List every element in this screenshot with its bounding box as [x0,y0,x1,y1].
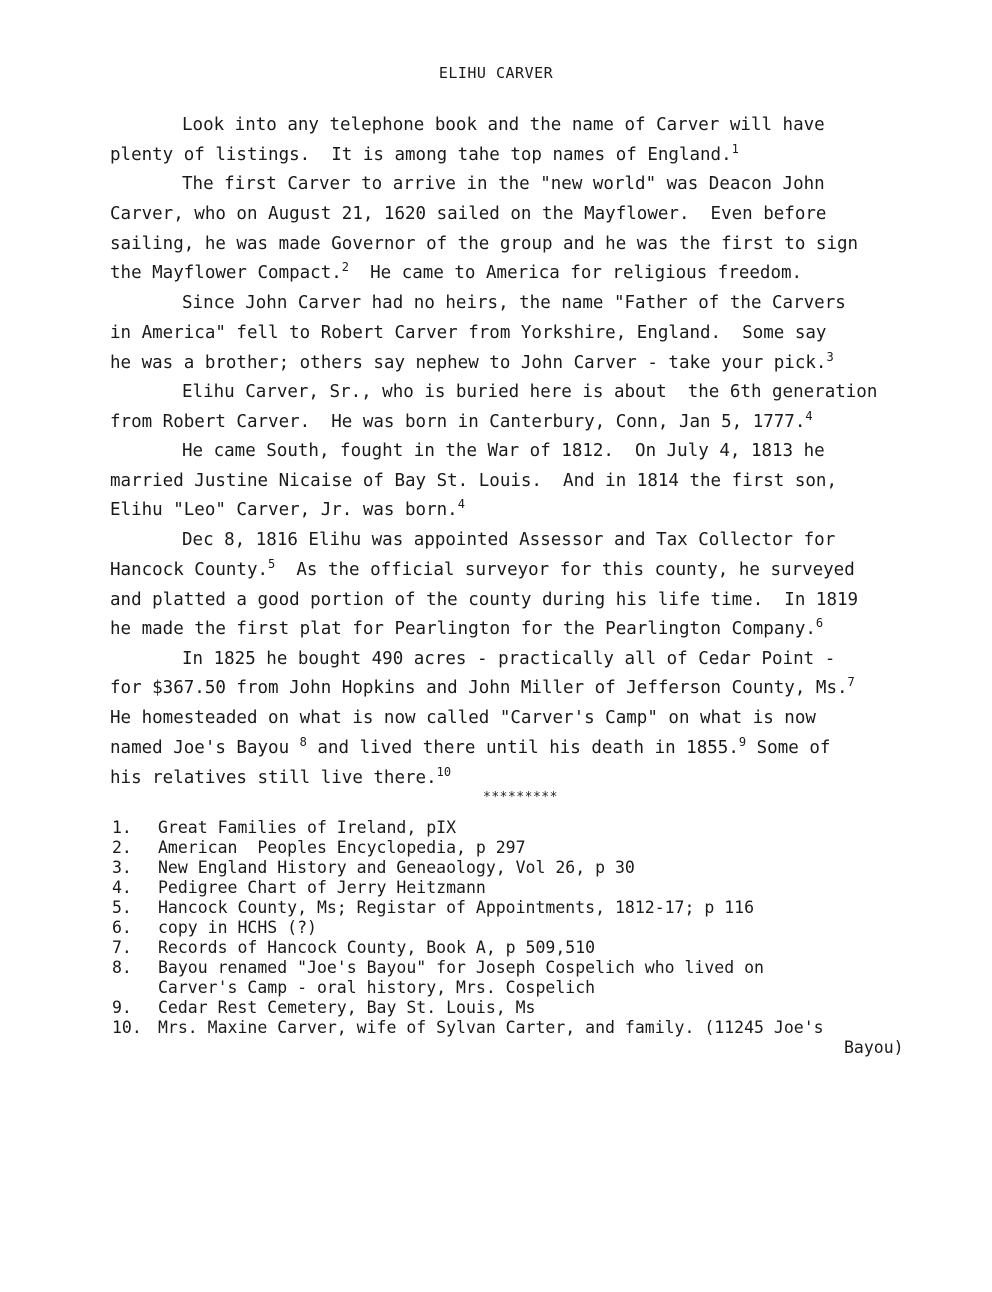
body-line [182,529,835,551]
footnote-ref: 4 [457,497,465,511]
footnote-number: 2. [112,838,132,857]
body-line [182,381,877,403]
footnote-item [112,858,635,878]
body-line [110,233,858,255]
footnote-item [112,898,754,918]
body-line-text: Elihu Carver, Sr., who is buried here is about the 6th generation [182,382,878,402]
footnote-ref: 9 [738,735,747,749]
body-line [182,114,825,136]
body-line-text: He homesteaded on what is now called "Carver's Camp" on what is now [110,708,816,728]
body-line-text: Dec 8, 1816 Elihu was appointed Assessor and Tax Collector for [182,530,836,550]
footnote-ref: 8 [299,735,307,749]
footnote-continuation: Carver's Camp - oral history, Mrs. Cospelich [158,978,596,997]
footnote-ref: 4 [805,409,813,423]
footnote-number: 9. [112,998,132,1017]
body-line [110,677,855,699]
body-line-text: Look into any telephone book and the name of Carver will have [182,115,825,135]
footnote-ref: 5 [268,557,276,571]
body-line-text: named Joe's Bayou [110,738,300,758]
body-line-text: in America" fell to Robert Carver from Yorkshire, England. Some say [110,323,827,343]
footnote-ref: 7 [847,675,855,689]
footnote-ref: 1 [731,142,739,156]
footnote-continuation: Bayou) [844,1038,904,1057]
body-line-text: he made the first plat for Pearlington for the Pearlington Company. [110,619,816,639]
footnote-item [112,938,595,958]
footnote-ref: 6 [815,616,824,630]
footnote-ref: 10 [436,765,452,779]
body-line-text: Since John Carver had no heirs, the name "Father of the Carvers [182,293,846,313]
body-line [110,203,826,225]
footnote-number: 4. [112,878,132,897]
footnote-text: Mrs. Maxine Carver, wife of Sylvan Carter, and family. (11245 Joe's [158,1018,824,1037]
body-line [110,707,816,729]
body-line-text: for $367.50 from John Hopkins and John Miller of Jefferson County, Ms. [110,678,848,698]
footnote-text: Bayou renamed "Joe's Bayou" for Joseph Cospelich who lived on [158,958,764,977]
footnote-item [112,998,536,1018]
body-line [110,470,837,492]
footnote-text: Great Families of Ireland, pIX [158,818,457,837]
body-line [110,144,739,166]
footnote-item [112,878,486,898]
body-line [110,411,813,433]
body-line-text: and platted a good portion of the county during his life time. In 1819 [110,590,859,610]
page-title: ELIHU CARVER [438,64,554,82]
body-line [110,767,451,789]
body-line [182,292,846,314]
footnote-text: Pedigree Chart of Jerry Heitzmann [158,878,486,897]
body-line-text: The first Carver to arrive in the "new world" was Deacon John [182,174,825,194]
footnote-text: American Peoples Encyclopedia, p 297 [158,838,526,857]
body-line [110,737,830,759]
footnote-number: 1. [112,818,132,837]
body-line-text: Carver, who on August 21, 1620 sailed on the Mayflower. Even before [110,204,827,224]
body-line [110,618,823,640]
footnote-text: copy in HCHS (?) [158,918,317,937]
footnote-number: 5. [112,898,132,917]
separator: ********* [483,790,558,805]
footnote-number: 3. [112,858,132,877]
body-line [110,559,855,581]
body-line [182,173,825,195]
body-line-text: He came South, fought in the War of 1812. On July 4, 1813 he [182,441,825,461]
footnote-item [112,1018,824,1038]
footnote-ref: 3 [826,350,834,364]
footnote-text: New England History and Geneaology, Vol 26, p 30 [158,858,635,877]
footnote-text: Cedar Rest Cemetery, Bay St. Louis, Ms [158,998,536,1017]
body-line-text: and lived there until his death in 1855. [306,738,739,758]
footnote-item [112,958,764,978]
footnote-text: Records of Hancock County, Book A, p 509,510 [158,938,596,957]
body-line-text: his relatives still live there. [110,768,437,788]
footnote-item [112,838,526,858]
body-line [182,440,825,462]
footnote-ref: 2 [341,260,350,274]
body-line-text: As the official surveyor for this county, he surveyed [275,560,855,580]
body-line [110,352,834,374]
body-line-text: In 1825 he bought 490 acres - practically all of Cedar Point - [182,649,836,669]
body-line-text: from Robert Carver. He was born in Canterbury, Conn, Jan 5, 1777. [110,412,806,432]
body-line [110,322,826,344]
body-line-text: he was a brother; others say nephew to John Carver - take your pick. [110,353,827,373]
body-line [110,262,802,284]
body-line-text: Hancock County. [110,560,269,580]
body-line-text: Some of [746,738,831,758]
body-line [110,589,858,611]
body-line-text: plenty of listings. It is among tahe top names of England. [110,145,732,165]
footnote-number: 8. [112,958,132,977]
body-line-text: Elihu "Leo" Carver, Jr. was born. [110,500,458,520]
body-line [182,648,835,670]
footnote-text: Hancock County, Ms; Registar of Appointments, 1812-17; p 116 [158,898,755,917]
footnote-number: 7. [112,938,132,957]
footnote-item [112,818,456,838]
body-line-text: sailing, he was made Governor of the group and he was the first to sign [110,234,859,254]
body-line-text: the Mayflower Compact. [110,263,342,283]
footnote-item [112,918,317,938]
body-line-text: married Justine Nicaise of Bay St. Louis. And in 1814 the first son, [110,471,837,491]
body-line [110,499,465,521]
footnote-number: 10. [112,1018,142,1037]
body-line-text: He came to America for religious freedom. [349,263,803,283]
footnote-number: 6. [112,918,132,937]
